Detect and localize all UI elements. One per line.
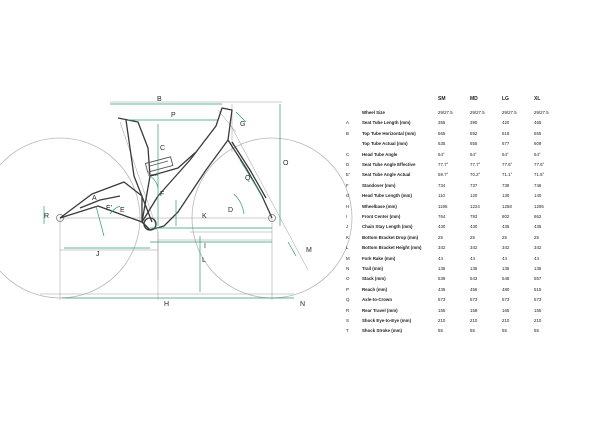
row-value: 1195 <box>438 203 448 209</box>
row-value: 25 <box>502 234 507 240</box>
table-row <box>344 235 600 245</box>
row-value: 342 <box>470 245 478 251</box>
row-value: 64° <box>534 151 541 157</box>
row-value: 64° <box>438 151 445 157</box>
row-label: Chain Stay Length (mm) <box>362 224 413 230</box>
row-value: 430 <box>470 224 478 230</box>
row-value: 135 <box>438 266 446 271</box>
row-label: Stack (mm) <box>362 276 386 282</box>
row-value: 44 <box>502 255 507 261</box>
row-value: 535 <box>438 141 446 147</box>
row-value: 29/27.5 <box>502 110 517 115</box>
guide-lines <box>40 102 308 300</box>
row-value: 734 <box>438 182 446 188</box>
row-value: 29/27.5 <box>534 110 549 115</box>
row-value: 435 <box>502 224 510 230</box>
table-row <box>344 141 600 151</box>
row-value: 155 <box>534 307 542 313</box>
row-value: 573 <box>534 297 542 303</box>
row-value: 480 <box>502 286 510 292</box>
table-row <box>344 318 600 328</box>
dim-label-a: A <box>92 195 97 202</box>
dim-label-b: B <box>157 96 162 103</box>
row-value: 25 <box>470 234 475 240</box>
row-value: 25 <box>438 234 443 240</box>
row-key: Q <box>346 297 350 303</box>
row-value: 130 <box>502 193 510 199</box>
row-value: 158 <box>470 307 478 313</box>
row-key: B <box>346 130 349 136</box>
row-key: O <box>346 276 350 282</box>
row-key: P <box>346 286 349 292</box>
dim-label-e: E <box>120 207 125 214</box>
row-value: 793 <box>470 214 478 219</box>
row-value: 737 <box>470 182 478 188</box>
row-value: 210 <box>438 318 446 323</box>
row-value: 342 <box>534 245 542 251</box>
row-value: 609 <box>534 141 542 147</box>
row-value: 657 <box>534 276 542 282</box>
row-label: Rear Travel (mm) <box>362 307 398 313</box>
row-value: 135 <box>534 266 542 271</box>
row-value: 210 <box>534 318 542 323</box>
row-key: H <box>346 203 350 209</box>
dim-label-j: J <box>96 251 100 258</box>
row-key: G <box>346 193 350 199</box>
table-row <box>344 308 600 318</box>
row-label: Wheelbase (mm) <box>362 203 397 209</box>
table-row <box>344 162 600 172</box>
row-key: S <box>346 318 349 323</box>
row-value: 456 <box>470 286 478 292</box>
table-row <box>344 152 600 162</box>
row-label: Axle-to-Crown <box>362 297 393 303</box>
row-value: 210 <box>470 318 478 323</box>
row-value: 64° <box>502 151 509 157</box>
row-value: 430 <box>438 224 446 230</box>
row-key: A <box>346 120 349 126</box>
row-value: 44 <box>438 255 443 261</box>
row-label: Wheel Size <box>362 110 385 115</box>
row-value: 565 <box>438 130 446 136</box>
row-value: 70.2° <box>470 172 481 178</box>
row-key: T <box>346 328 349 334</box>
row-value: 435 <box>534 224 542 230</box>
row-value: 342 <box>438 245 446 251</box>
size-header: SM <box>438 96 446 102</box>
row-key: D <box>346 162 350 167</box>
table-row <box>344 193 600 203</box>
row-value: 1258 <box>502 203 512 209</box>
row-value: 135 <box>470 266 478 271</box>
row-value: 55 <box>534 328 539 334</box>
table-row <box>344 245 600 255</box>
row-label: Reach (mm) <box>362 286 388 292</box>
row-value: 110 <box>438 193 445 199</box>
table-row <box>344 297 600 307</box>
table-row <box>344 276 600 286</box>
table-row <box>344 266 600 276</box>
row-value: 29/27.5 <box>438 110 453 115</box>
row-value: 739 <box>502 182 510 188</box>
row-value: 573 <box>470 297 478 303</box>
row-value: 465 <box>534 120 542 126</box>
row-value: 435 <box>438 286 446 292</box>
row-label: Standover (mm) <box>362 182 396 188</box>
row-value: 592 <box>470 130 478 136</box>
row-value: 1224 <box>470 203 480 209</box>
row-key: N <box>346 266 350 271</box>
size-header: MD <box>470 96 478 102</box>
row-label: Shock Eye-to-Eye (mm) <box>362 318 412 323</box>
row-key: E' <box>346 172 350 178</box>
dim-label-g: G <box>240 121 246 128</box>
row-label: Trail (mm) <box>362 266 383 271</box>
dim-label-q: Q <box>245 175 251 182</box>
dim-label-l: L <box>202 257 206 264</box>
row-value: 655 <box>534 130 542 136</box>
row-value: 618 <box>502 130 510 136</box>
row-value: 69.7° <box>438 172 449 178</box>
row-label: Seat Tube Angle Effective <box>362 162 416 167</box>
row-value: 862 <box>534 214 542 219</box>
row-value: 390 <box>470 120 478 126</box>
table-row <box>344 256 600 266</box>
row-value: 77.6° <box>502 162 513 167</box>
row-label: Bottom Bracket Height (mm) <box>362 245 422 251</box>
row-key: F <box>346 182 349 188</box>
row-label: Seat Tube Angle Actual <box>362 172 411 178</box>
table-row <box>344 183 600 193</box>
dim-label-k: K <box>202 213 207 220</box>
row-value: 802 <box>502 214 510 219</box>
row-label: Shock Stroke (mm) <box>362 328 403 334</box>
dim-label-p: P <box>171 112 176 119</box>
table-row <box>344 328 600 338</box>
rear-travel-label: Travel <box>147 172 158 177</box>
row-value: 355 <box>438 120 446 126</box>
dim-label-f: F <box>160 191 165 198</box>
row-value: 639 <box>438 276 446 282</box>
row-value: 55 <box>502 328 507 334</box>
dim-label-c: C <box>160 145 166 152</box>
table-row <box>344 172 600 182</box>
row-label: Top Tube Horizontal (mm) <box>362 130 416 136</box>
size-header: LG <box>502 96 509 102</box>
dim-label-h: H <box>164 301 170 308</box>
row-value: 77.6° <box>534 162 545 167</box>
table-row <box>344 287 600 297</box>
table-row <box>344 110 600 120</box>
row-value: 135 <box>502 266 510 271</box>
dim-label-o: O <box>283 160 289 167</box>
row-value: 25 <box>534 234 539 240</box>
row-value: 573 <box>502 297 510 303</box>
dim-label-r: R <box>44 213 50 220</box>
row-label: Head Tube Length (mm) <box>362 193 412 199</box>
row-value: 210 <box>502 318 510 323</box>
row-label: Seat Tube Length (mm) <box>362 120 411 126</box>
table-row <box>344 224 600 234</box>
row-value: 573 <box>438 297 446 303</box>
row-key: M <box>346 255 350 261</box>
row-value: 515 <box>534 286 542 292</box>
row-value: 55 <box>438 328 443 334</box>
row-value: 44 <box>534 255 539 261</box>
row-label: Top Tube Actual (mm) <box>362 141 408 147</box>
row-label: Bottom Bracket Drop (mm) <box>362 234 419 240</box>
dim-label-m: M <box>306 247 312 254</box>
row-value: 77.7° <box>438 162 449 167</box>
row-value: 55 <box>470 328 475 334</box>
row-label: Fork Rake (mm) <box>362 255 396 261</box>
dim-label-e-prime: E' <box>106 205 113 212</box>
row-value: 165 <box>502 307 510 313</box>
row-value: 140 <box>534 193 542 199</box>
row-value: 1295 <box>534 203 544 209</box>
row-value: 77.7° <box>470 162 481 167</box>
row-value: 44 <box>470 255 475 261</box>
table-row <box>344 204 600 214</box>
table-row <box>344 131 600 141</box>
row-label: Front Center (mm) <box>362 214 401 219</box>
row-value: 555 <box>470 141 478 147</box>
row-value: 64° <box>470 151 477 157</box>
row-value: 71.5° <box>534 172 545 178</box>
table-row <box>344 214 600 224</box>
row-key: I <box>346 214 348 219</box>
table-row <box>344 120 600 130</box>
row-value: 342 <box>502 245 510 251</box>
row-value: 746 <box>534 182 542 188</box>
row-value: 71.1° <box>502 172 513 178</box>
dim-label-d: D <box>228 207 234 214</box>
row-value: 577 <box>502 141 510 147</box>
row-value: 643 <box>470 276 478 282</box>
dim-label-n: N <box>300 301 306 308</box>
row-key: C <box>346 151 350 157</box>
dim-label-i: I <box>204 243 206 250</box>
row-value: 764 <box>438 214 446 219</box>
row-value: 29/27.5 <box>470 110 485 115</box>
row-key: J <box>346 224 349 230</box>
size-header: XL <box>534 96 541 102</box>
row-key: R <box>346 307 350 313</box>
row-key: K <box>346 234 349 240</box>
row-value: 648 <box>502 276 510 282</box>
row-label: Head Tube Angle <box>362 151 398 157</box>
row-value: 420 <box>502 120 510 126</box>
row-value: 120 <box>470 193 478 199</box>
row-key: L <box>346 245 349 251</box>
row-value: 155 <box>438 307 446 313</box>
